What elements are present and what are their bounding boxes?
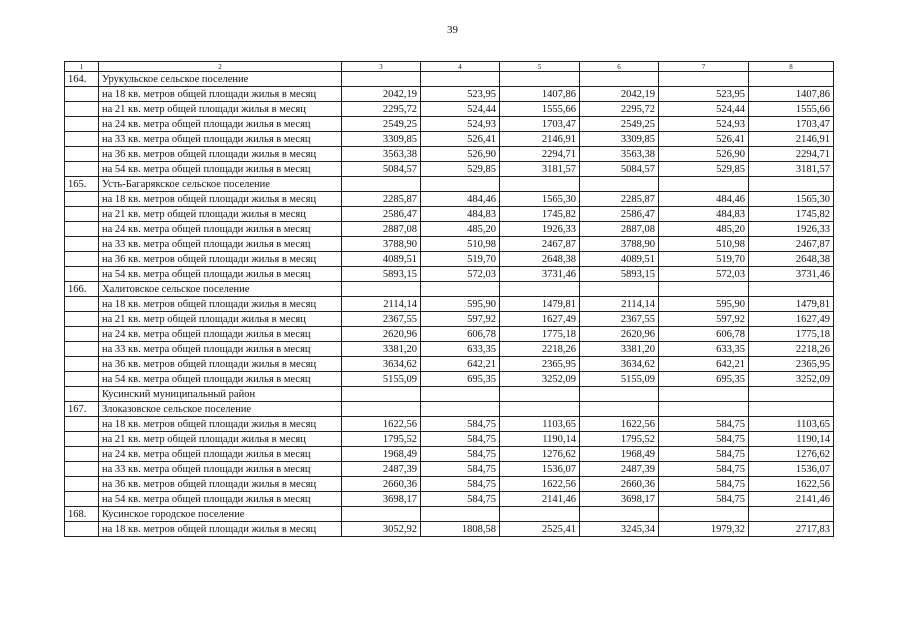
- page-number: 39: [447, 24, 458, 36]
- column-header: 5: [500, 62, 580, 72]
- value-cell: 3634,62: [342, 357, 421, 372]
- value-cell: 2620,96: [342, 327, 421, 342]
- value-cell: 2218,26: [749, 342, 834, 357]
- value-cell: 526,90: [659, 147, 749, 162]
- value-cell: 1407,86: [749, 87, 834, 102]
- section-row: [65, 387, 834, 402]
- value-cell: 524,93: [421, 117, 500, 132]
- empty-cell: [65, 432, 99, 447]
- empty-cell: [500, 402, 580, 417]
- value-cell: 529,85: [421, 162, 500, 177]
- value-cell: 595,90: [659, 297, 749, 312]
- empty-cell: [342, 177, 421, 192]
- value-cell: 572,03: [659, 267, 749, 282]
- row-label: на 36 кв. метров общей площади жилья в месяц: [99, 477, 342, 492]
- table-row: [65, 117, 834, 132]
- value-cell: 3788,90: [580, 237, 659, 252]
- empty-cell: [659, 282, 749, 297]
- value-cell: 606,78: [421, 327, 500, 342]
- value-cell: 2717,83: [749, 522, 834, 537]
- value-cell: 3381,20: [580, 342, 659, 357]
- empty-cell: [342, 387, 421, 402]
- empty-cell: [65, 87, 99, 102]
- value-cell: 1795,52: [342, 432, 421, 447]
- value-cell: 1555,66: [500, 102, 580, 117]
- row-label: на 33 кв. метра общей площади жилья в месяц: [99, 462, 342, 477]
- empty-cell: [500, 387, 580, 402]
- value-cell: 3181,57: [500, 162, 580, 177]
- section-number: 168.: [65, 507, 99, 522]
- value-cell: 695,35: [421, 372, 500, 387]
- value-cell: 2114,14: [342, 297, 421, 312]
- value-cell: 1703,47: [500, 117, 580, 132]
- empty-cell: [65, 372, 99, 387]
- empty-cell: [65, 222, 99, 237]
- value-cell: 1808,58: [421, 522, 500, 537]
- empty-cell: [65, 477, 99, 492]
- row-label: на 18 кв. метров общей площади жилья в месяц: [99, 297, 342, 312]
- empty-cell: [65, 252, 99, 267]
- value-cell: 484,83: [659, 207, 749, 222]
- table-row: [65, 132, 834, 147]
- empty-cell: [580, 72, 659, 87]
- section-number: [65, 387, 99, 402]
- empty-cell: [65, 357, 99, 372]
- value-cell: 2285,87: [342, 192, 421, 207]
- table-body: [65, 72, 834, 537]
- value-cell: 484,83: [421, 207, 500, 222]
- section-row: [65, 402, 834, 417]
- value-cell: 2042,19: [342, 87, 421, 102]
- value-cell: 2141,46: [500, 492, 580, 507]
- value-cell: 484,46: [421, 192, 500, 207]
- empty-cell: [421, 72, 500, 87]
- empty-cell: [65, 492, 99, 507]
- value-cell: 1190,14: [500, 432, 580, 447]
- row-label: на 54 кв. метра общей площади жилья в месяц: [99, 372, 342, 387]
- value-cell: 584,75: [659, 432, 749, 447]
- value-cell: 1775,18: [749, 327, 834, 342]
- empty-cell: [65, 192, 99, 207]
- row-label: на 24 кв. метра общей площади жилья в месяц: [99, 222, 342, 237]
- section-number: 165.: [65, 177, 99, 192]
- empty-cell: [342, 72, 421, 87]
- value-cell: 485,20: [421, 222, 500, 237]
- value-cell: 584,75: [421, 492, 500, 507]
- value-cell: 584,75: [659, 462, 749, 477]
- value-cell: 2549,25: [580, 117, 659, 132]
- row-label: на 54 кв. метра общей площади жилья в месяц: [99, 162, 342, 177]
- section-row: [65, 72, 834, 87]
- value-cell: 2887,08: [342, 222, 421, 237]
- row-label: на 54 кв. метра общей площади жилья в месяц: [99, 492, 342, 507]
- row-label: на 24 кв. метра общей площади жилья в месяц: [99, 327, 342, 342]
- value-cell: 3563,38: [342, 147, 421, 162]
- empty-cell: [580, 507, 659, 522]
- table-row: [65, 312, 834, 327]
- column-number-row: [65, 62, 834, 72]
- section-number: 164.: [65, 72, 99, 87]
- row-label: на 33 кв. метра общей площади жилья в месяц: [99, 132, 342, 147]
- value-cell: 526,41: [421, 132, 500, 147]
- table-row: [65, 237, 834, 252]
- value-cell: 2141,46: [749, 492, 834, 507]
- value-cell: 2525,41: [500, 522, 580, 537]
- value-cell: 2467,87: [749, 237, 834, 252]
- empty-cell: [342, 507, 421, 522]
- value-cell: 3252,09: [500, 372, 580, 387]
- row-label: на 21 кв. метр общей площади жилья в месяц: [99, 312, 342, 327]
- value-cell: 3252,09: [749, 372, 834, 387]
- value-cell: 2660,36: [580, 477, 659, 492]
- row-label: на 21 кв. метр общей площади жилья в месяц: [99, 102, 342, 117]
- value-cell: 633,35: [659, 342, 749, 357]
- value-cell: 5084,57: [580, 162, 659, 177]
- column-header: 1: [65, 62, 99, 72]
- value-cell: 3052,92: [342, 522, 421, 537]
- empty-cell: [749, 72, 834, 87]
- empty-cell: [65, 447, 99, 462]
- value-cell: 642,21: [659, 357, 749, 372]
- empty-cell: [65, 102, 99, 117]
- value-cell: 597,92: [659, 312, 749, 327]
- empty-cell: [580, 177, 659, 192]
- row-label: на 54 кв. метра общей площади жилья в месяц: [99, 267, 342, 282]
- value-cell: 3731,46: [749, 267, 834, 282]
- section-row: [65, 177, 834, 192]
- value-cell: 529,85: [659, 162, 749, 177]
- value-cell: 2365,95: [500, 357, 580, 372]
- value-cell: 642,21: [421, 357, 500, 372]
- value-cell: 1565,30: [500, 192, 580, 207]
- empty-cell: [500, 507, 580, 522]
- column-header: 4: [421, 62, 500, 72]
- value-cell: 1968,49: [580, 447, 659, 462]
- value-cell: 2294,71: [749, 147, 834, 162]
- value-cell: 5893,15: [580, 267, 659, 282]
- row-label: на 24 кв. метра общей площади жилья в месяц: [99, 117, 342, 132]
- value-cell: 2285,87: [580, 192, 659, 207]
- value-cell: 523,95: [659, 87, 749, 102]
- table-row: [65, 432, 834, 447]
- value-cell: 1479,81: [500, 297, 580, 312]
- table-row: [65, 522, 834, 537]
- value-cell: 4089,51: [580, 252, 659, 267]
- value-cell: 584,75: [421, 417, 500, 432]
- row-label: на 18 кв. метров общей площади жилья в месяц: [99, 417, 342, 432]
- table-row: [65, 147, 834, 162]
- empty-cell: [65, 267, 99, 282]
- value-cell: 2367,55: [342, 312, 421, 327]
- section-row: [65, 282, 834, 297]
- column-header: 2: [99, 62, 342, 72]
- value-cell: 1536,07: [749, 462, 834, 477]
- value-cell: 2549,25: [342, 117, 421, 132]
- value-cell: 510,98: [659, 237, 749, 252]
- value-cell: 1622,56: [500, 477, 580, 492]
- row-label: на 24 кв. метра общей площади жилья в месяц: [99, 447, 342, 462]
- empty-cell: [659, 402, 749, 417]
- empty-cell: [65, 522, 99, 537]
- empty-cell: [65, 312, 99, 327]
- value-cell: 2586,47: [342, 207, 421, 222]
- empty-cell: [421, 402, 500, 417]
- value-cell: 1622,56: [749, 477, 834, 492]
- table-row: [65, 192, 834, 207]
- row-label: на 33 кв. метра общей площади жилья в месяц: [99, 237, 342, 252]
- row-label: на 21 кв. метр общей площади жилья в месяц: [99, 207, 342, 222]
- table-row: [65, 357, 834, 372]
- column-header: 8: [749, 62, 834, 72]
- section-name: Злоказовское сельское поселение: [99, 402, 342, 417]
- value-cell: 2218,26: [500, 342, 580, 357]
- table-row: [65, 492, 834, 507]
- empty-cell: [500, 72, 580, 87]
- value-cell: 2295,72: [580, 102, 659, 117]
- table-row: [65, 417, 834, 432]
- value-cell: 2620,96: [580, 327, 659, 342]
- row-label: на 21 кв. метр общей площади жилья в месяц: [99, 432, 342, 447]
- value-cell: 2042,19: [580, 87, 659, 102]
- empty-cell: [749, 387, 834, 402]
- column-header: 6: [580, 62, 659, 72]
- empty-cell: [749, 507, 834, 522]
- value-cell: 524,44: [659, 102, 749, 117]
- value-cell: 584,75: [659, 447, 749, 462]
- value-cell: 2887,08: [580, 222, 659, 237]
- value-cell: 2114,14: [580, 297, 659, 312]
- value-cell: 633,35: [421, 342, 500, 357]
- value-cell: 3788,90: [342, 237, 421, 252]
- value-cell: 584,75: [421, 462, 500, 477]
- value-cell: 1103,65: [500, 417, 580, 432]
- value-cell: 526,41: [659, 132, 749, 147]
- value-cell: 523,95: [421, 87, 500, 102]
- table-header: [65, 62, 834, 72]
- row-label: на 33 кв. метра общей площади жилья в месяц: [99, 342, 342, 357]
- empty-cell: [749, 282, 834, 297]
- value-cell: 1565,30: [749, 192, 834, 207]
- column-header: 7: [659, 62, 749, 72]
- value-cell: 2146,91: [500, 132, 580, 147]
- value-cell: 524,93: [659, 117, 749, 132]
- empty-cell: [342, 402, 421, 417]
- value-cell: 595,90: [421, 297, 500, 312]
- value-cell: 519,70: [421, 252, 500, 267]
- value-cell: 2146,91: [749, 132, 834, 147]
- value-cell: 3698,17: [342, 492, 421, 507]
- empty-cell: [749, 402, 834, 417]
- value-cell: 3245,34: [580, 522, 659, 537]
- value-cell: 1627,49: [749, 312, 834, 327]
- value-cell: 3731,46: [500, 267, 580, 282]
- empty-cell: [65, 297, 99, 312]
- table-row: [65, 297, 834, 312]
- value-cell: 484,46: [659, 192, 749, 207]
- empty-cell: [65, 147, 99, 162]
- empty-cell: [65, 207, 99, 222]
- table-row: [65, 87, 834, 102]
- empty-cell: [65, 162, 99, 177]
- value-cell: 5155,09: [342, 372, 421, 387]
- value-cell: 510,98: [421, 237, 500, 252]
- value-cell: 485,20: [659, 222, 749, 237]
- value-cell: 1276,62: [500, 447, 580, 462]
- value-cell: 1479,81: [749, 297, 834, 312]
- value-cell: 2367,55: [580, 312, 659, 327]
- value-cell: 5084,57: [342, 162, 421, 177]
- value-cell: 1627,49: [500, 312, 580, 327]
- value-cell: 584,75: [659, 477, 749, 492]
- value-cell: 606,78: [659, 327, 749, 342]
- value-cell: 1926,33: [500, 222, 580, 237]
- value-cell: 1190,14: [749, 432, 834, 447]
- table-row: [65, 327, 834, 342]
- empty-cell: [659, 507, 749, 522]
- value-cell: 1536,07: [500, 462, 580, 477]
- value-cell: 3698,17: [580, 492, 659, 507]
- table-row: [65, 222, 834, 237]
- value-cell: 584,75: [659, 492, 749, 507]
- value-cell: 584,75: [421, 447, 500, 462]
- empty-cell: [580, 282, 659, 297]
- value-cell: 2586,47: [580, 207, 659, 222]
- value-cell: 1407,86: [500, 87, 580, 102]
- empty-cell: [659, 72, 749, 87]
- empty-cell: [580, 387, 659, 402]
- value-cell: 5155,09: [580, 372, 659, 387]
- value-cell: 1926,33: [749, 222, 834, 237]
- table-row: [65, 342, 834, 357]
- empty-cell: [421, 177, 500, 192]
- value-cell: 519,70: [659, 252, 749, 267]
- value-cell: 1276,62: [749, 447, 834, 462]
- empty-cell: [421, 387, 500, 402]
- empty-cell: [421, 282, 500, 297]
- empty-cell: [65, 132, 99, 147]
- empty-cell: [65, 417, 99, 432]
- value-cell: 1745,82: [749, 207, 834, 222]
- table-row: [65, 372, 834, 387]
- value-cell: 1703,47: [749, 117, 834, 132]
- table-row: [65, 207, 834, 222]
- value-cell: 4089,51: [342, 252, 421, 267]
- row-label: на 18 кв. метров общей площади жилья в месяц: [99, 522, 342, 537]
- value-cell: 584,75: [421, 432, 500, 447]
- value-cell: 695,35: [659, 372, 749, 387]
- value-cell: 3309,85: [580, 132, 659, 147]
- value-cell: 1745,82: [500, 207, 580, 222]
- value-cell: 3563,38: [580, 147, 659, 162]
- value-cell: 2294,71: [500, 147, 580, 162]
- value-cell: 572,03: [421, 267, 500, 282]
- value-cell: 2487,39: [580, 462, 659, 477]
- table-row: [65, 267, 834, 282]
- value-cell: 1555,66: [749, 102, 834, 117]
- section-row: [65, 507, 834, 522]
- value-cell: 524,44: [421, 102, 500, 117]
- empty-cell: [500, 282, 580, 297]
- value-cell: 1795,52: [580, 432, 659, 447]
- value-cell: 3309,85: [342, 132, 421, 147]
- empty-cell: [500, 177, 580, 192]
- value-cell: 2660,36: [342, 477, 421, 492]
- empty-cell: [580, 402, 659, 417]
- section-name: Урукульское сельское поселение: [99, 72, 342, 87]
- row-label: на 36 кв. метров общей площади жилья в месяц: [99, 252, 342, 267]
- value-cell: 2295,72: [342, 102, 421, 117]
- row-label: на 18 кв. метров общей площади жилья в месяц: [99, 87, 342, 102]
- value-cell: 3634,62: [580, 357, 659, 372]
- value-cell: 584,75: [421, 477, 500, 492]
- section-name: Кусинское городское поселение: [99, 507, 342, 522]
- row-label: на 36 кв. метров общей площади жилья в месяц: [99, 147, 342, 162]
- empty-cell: [659, 177, 749, 192]
- empty-cell: [749, 177, 834, 192]
- table-row: [65, 102, 834, 117]
- value-cell: 1622,56: [342, 417, 421, 432]
- section-name: Кусинский муниципальный район: [99, 387, 342, 402]
- value-cell: 1622,56: [580, 417, 659, 432]
- empty-cell: [65, 462, 99, 477]
- empty-cell: [65, 237, 99, 252]
- value-cell: 3381,20: [342, 342, 421, 357]
- value-cell: 2467,87: [500, 237, 580, 252]
- section-name: Усть-Багарякское сельское поселение: [99, 177, 342, 192]
- table-row: [65, 477, 834, 492]
- row-label: на 18 кв. метров общей площади жилья в месяц: [99, 192, 342, 207]
- row-label: на 36 кв. метров общей площади жилья в месяц: [99, 357, 342, 372]
- value-cell: 1979,32: [659, 522, 749, 537]
- value-cell: 2365,95: [749, 357, 834, 372]
- empty-cell: [659, 387, 749, 402]
- table-row: [65, 447, 834, 462]
- table-row: [65, 252, 834, 267]
- column-header: 3: [342, 62, 421, 72]
- value-cell: 3181,57: [749, 162, 834, 177]
- value-cell: 2648,38: [500, 252, 580, 267]
- tariff-table: [64, 61, 834, 537]
- value-cell: 526,90: [421, 147, 500, 162]
- section-number: 166.: [65, 282, 99, 297]
- section-name: Халитовское сельское поселение: [99, 282, 342, 297]
- section-number: 167.: [65, 402, 99, 417]
- empty-cell: [65, 117, 99, 132]
- value-cell: 2648,38: [749, 252, 834, 267]
- value-cell: 5893,15: [342, 267, 421, 282]
- value-cell: 584,75: [659, 417, 749, 432]
- value-cell: 1103,65: [749, 417, 834, 432]
- empty-cell: [65, 327, 99, 342]
- value-cell: 2487,39: [342, 462, 421, 477]
- empty-cell: [342, 282, 421, 297]
- empty-cell: [65, 342, 99, 357]
- value-cell: 1968,49: [342, 447, 421, 462]
- table-row: [65, 162, 834, 177]
- value-cell: 597,92: [421, 312, 500, 327]
- table-row: [65, 462, 834, 477]
- empty-cell: [421, 507, 500, 522]
- value-cell: 1775,18: [500, 327, 580, 342]
